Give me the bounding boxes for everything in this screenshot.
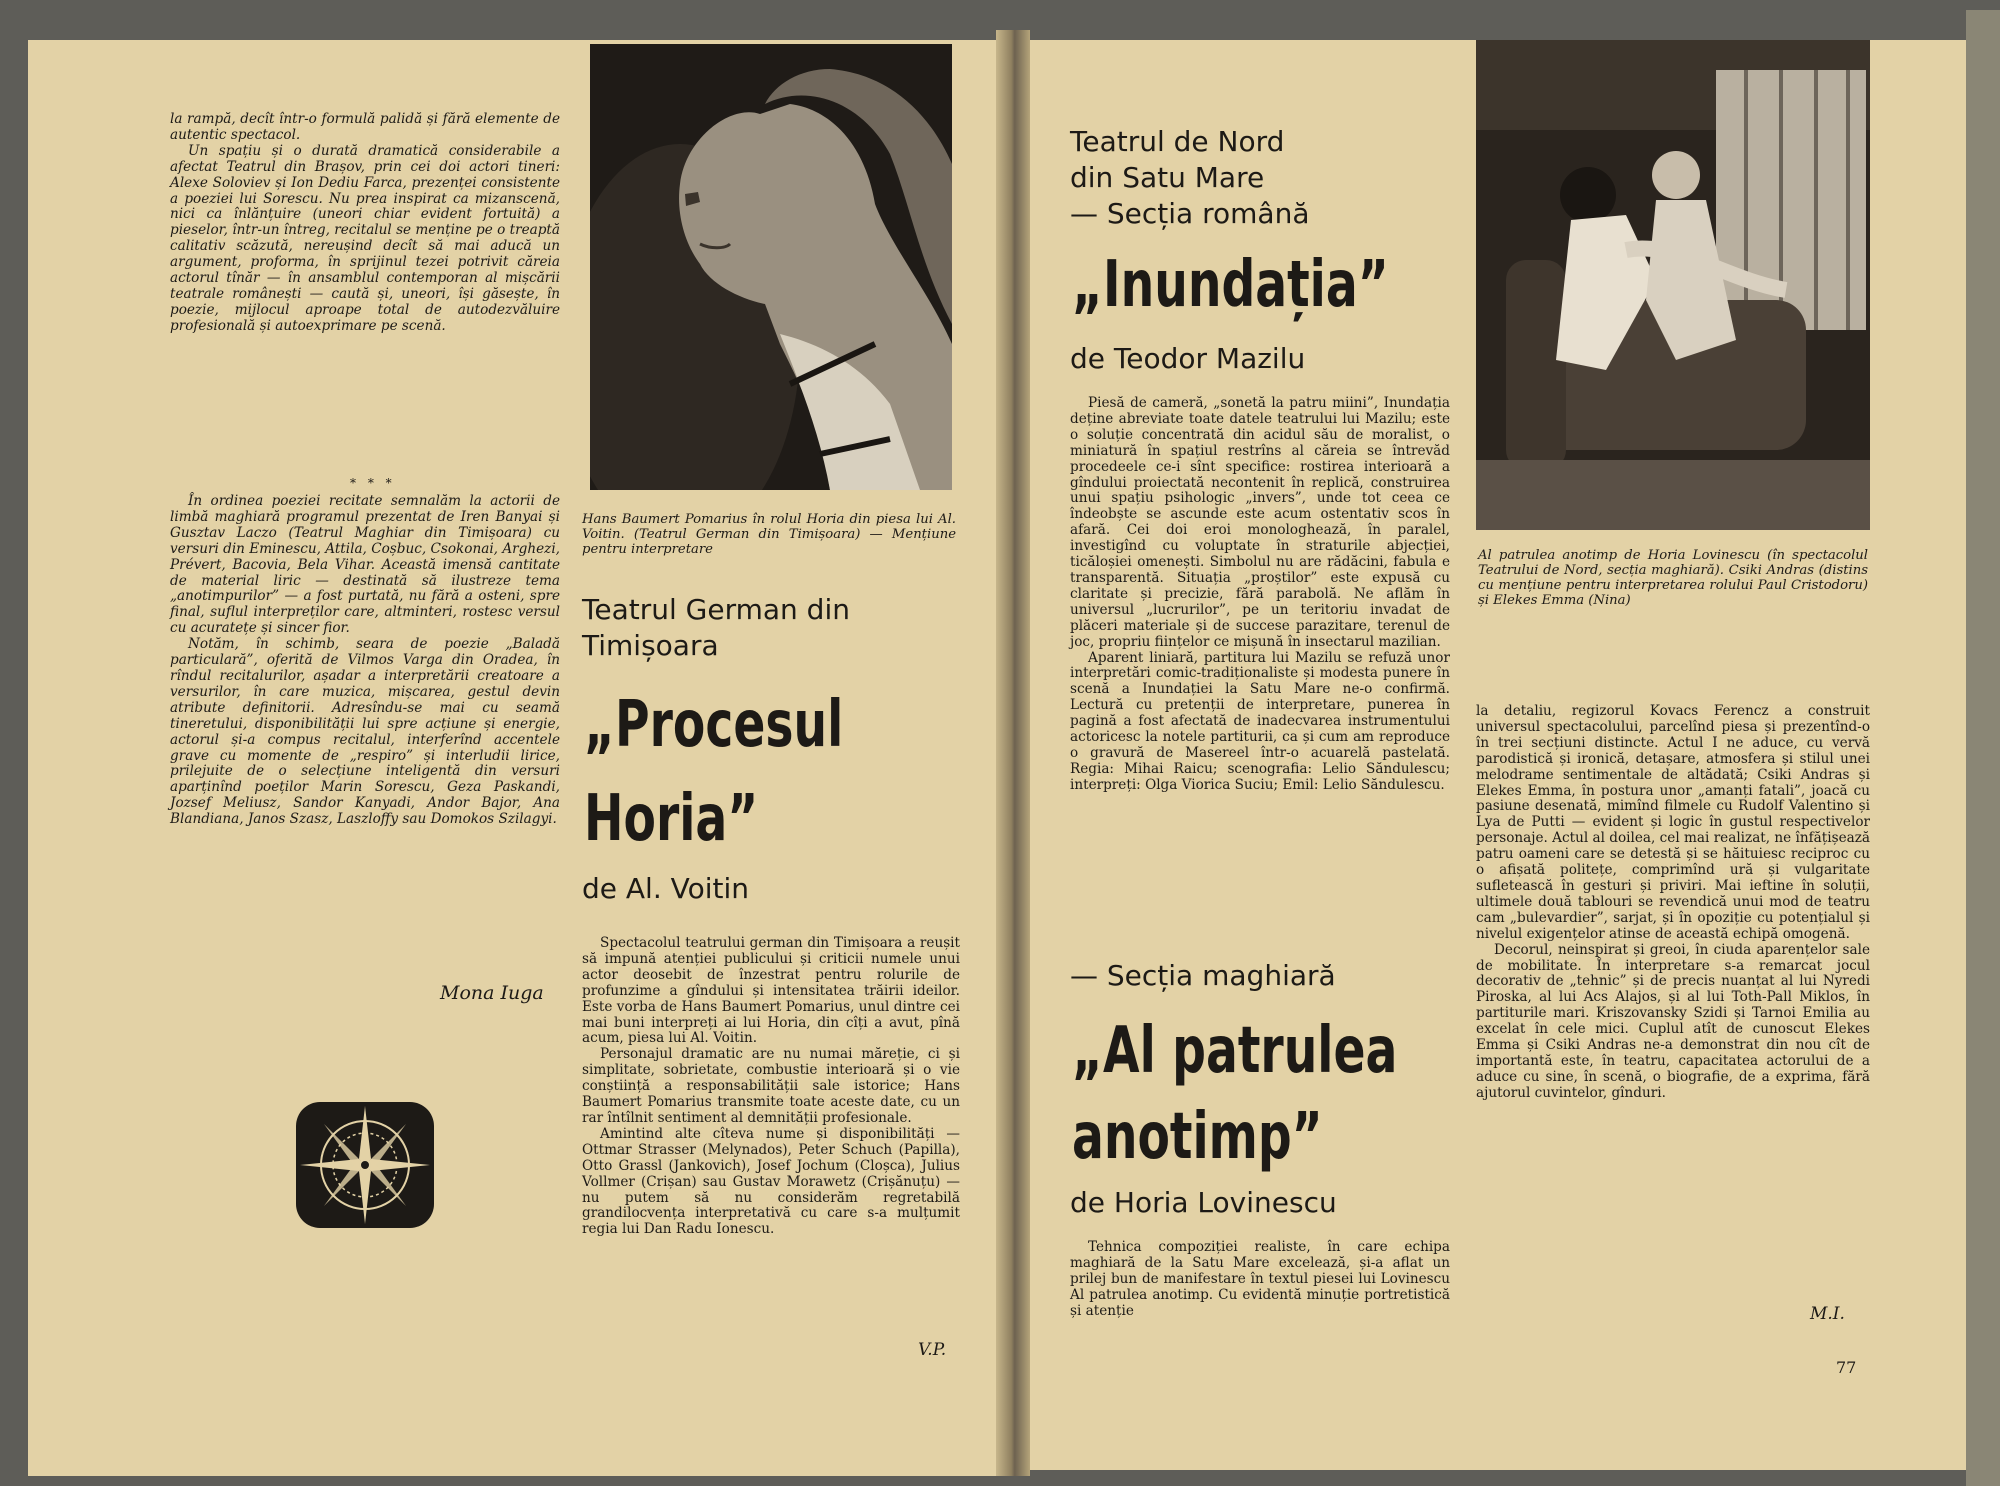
signature-mi: M.I. (1810, 1304, 1845, 1324)
review-al-patrulea-anotimp-start (1070, 1240, 1450, 1320)
signature-vp: V.P. (918, 1340, 947, 1360)
play-title-al-patrulea-line2: anotimp” (1072, 1100, 1323, 1174)
review-al-patrulea-anotimp-continued (1476, 704, 1870, 1102)
review-column-poetry (170, 494, 560, 828)
photo-hans-baumert-pomarius (590, 44, 952, 490)
play-title-line2: Horia” (584, 782, 759, 856)
play-title-al-patrulea-line1: „Al patrulea (1072, 1014, 1398, 1088)
play-author: de Al. Voitin (582, 872, 750, 905)
section-separator: * * * (350, 476, 396, 490)
section-heading-german-theatre: Teatrul German din Timișoara (582, 593, 850, 662)
book-spine (996, 30, 1030, 1476)
paragraph: Notăm, în schimb, seara de poezie „Baladă particulară”, oferită de Vilmos Varga din Oradea, în rîndul recitalurilor, așadar a interpretării creatoare a versurilor, în care muzica, mișcarea, gestul devin atribute definitorii. Adresîndu-se mai cu seamă tineretului, disponibilității lui spre acțiune și energie, actorul și-a compus recitalul, interferînd accentele grave cu momente de „respiro” și interludii lirice, prilejuite de o selecțiune inteligentă din versuri aparținînd poeților Marin Sorescu, Geza Paskandi, Jozsef Meliusz, Sandor Kanyadi, Andor Bajor, Ana Blandiana, Janos Szasz, Laszloffy sau Domokos Szilagyi. (170, 636, 560, 828)
paragraph: În ordinea poeziei recitate semnalăm la actorii de limbă maghiară programul prezentat de Iren Banyai și Gusztav Laczo (Teatrul Maghiar din Timișoara) cu versuri din Eminescu, Attila, Coșbuc, Csokonai, Arghezi, Prévert, Bacovia, Bela Vihar. Această imensă cantitate de material liric — destinată să ilustreze tema „anotimpurilor” — a fost purtată, nu fără a osteni, spre final, suflul interpreților care, altminteri, rostesc versul cu acuratețe și sincer fior. (170, 493, 560, 637)
heading-line: din Satu Mare (1070, 161, 1265, 194)
paragraph: Aparent liniară, partitura lui Mazilu se refuză unor interpretări comic-tradiționaliste și modesta punere în scenă a Inundației la Satu Mare ne-o confirmă. Lectură cu pretenții de interpretare, punerea în pagină a fost afectată de inadecvarea instrumentului actoricesc la notele partiturii, ca și cum am reproduce o gravură de Masereel într-o acuarelă pastelată. Regia: Mihai Raicu; scenografia: Lelio Săndulescu; interpreți: Olga Viorica Suciu; Emil: Lelio Săndulescu. (1070, 649, 1450, 793)
review-inundatia (1070, 396, 1450, 794)
paragraph: Spectacolul teatrului german din Timișoara a reușit să impună atenției publicului și criticii numele unui actor deosebit de înzestrat pentru rolurile de profunzime a gîndului și intensitatea trăirii ideilor. Este vorba de Hans Baumert Pomarius, unul dintre cei mai buni interpreți ai lui Horia, din cîți a avut, pînă acum, piesa lui Al. Voitin. (582, 935, 960, 1047)
stage-scene (1476, 40, 1870, 530)
paragraph: la detaliu, regizorul Kovacs Ferencz a construit universul spectacolului, parcelînd piesa și prezentînd-o în trei secțiuni distincte. Actul I ne aduce, cu vervă parodistică și ironică, detașare, atmosfera și stilul unei melodrame sentimentale de altădată; Csiki Andras și Elekes Emma, în postura unor „amanți fatali”, joacă cu pasiune desenată, mimînd filmele cu Rudolf Valentino și Lya de Putti — evident și logic în gustul respectivelor personaje. Actul al doilea, cel mai realizat, ne înfățișează patru oameni care se detestă și se hăituiesc reciproc cu o afișată politețe, comprimînd ură și vulgaritate sufletească în gesturi și priviri. Mai ieftine în soluții, ultimele două tablouri se revendică unui mod de teatru cam „bulevardier”, sarjat, și în opoziție cu potențialul și nivelul exigențelor atinse de această echipă omogenă. (1476, 703, 1870, 942)
page-number: 77 (1836, 1358, 1857, 1377)
paragraph: Decorul, neinspirat și greoi, în ciuda aparențelor sale de mobilitate. În interpretare s-a remarcat jocul decorativ de „tehnic” și de precis nuanțat al lui Nyredi Piroska, al lui Acs Alajos, și al lui Toth-Pall Miklos, în partiturile mari. Kriszovansky Szidi și Tarnoi Emilia au excelat în cele mici. Cuplul atît de cunoscut Elekes Emma și Csiki Andras ne-a demonstrat din nou cît de importantă este, în teatru, capacitatea actorului de a aduce cu sine, în scenă, o biografie, de a exprima, fără ajutorul cuvintelor, gînduri. (1476, 941, 1870, 1101)
play-author-mazilu: de Teodor Mazilu (1070, 342, 1306, 375)
paragraph: Un spațiu și o durată dramatică considerabile a afectat Teatrul din Brașov, prin cei doi actori tineri: Alexe Soloviev și Ion Dediu Farca, prezenței consistente a poeziei lui Sorescu. Nu prea inspirat ca mizanscenă, nici ca înlănțuire (uneori chiar evident fortuită) a pieselor, într-un întreg, recitalul se menține pe o treaptă calitativ scăzută, nereușind decît să mai aducă un argument, proforma, în sprijinul tezei potrivit căreia actorul tînăr — în ansamblul contemporan al mișcării teatrale românești — caută și, uneori, își găsește, în poezie, mijlocul aproape total de autodezvăluire profesională și autoexprimare pe scenă. (170, 142, 560, 334)
paragraph: Personajul dramatic are nu numai măreție, ci și simplitate, sobrietate, combustie interioară și o vie conștiință a responsabilității sale istorice; Hans Baumert Pomarius transmite toate aceste date, cu un rar întîlnit sentiment al demnității profesionale. (582, 1046, 960, 1126)
paragraph: Amintind alte cîteva nume și disponibilități — Ottmar Strasser (Melynados), Peter Schuch (Papilla), Otto Grassl (Jankovich), Josef Jochum (Cloșca), Julius Vollmer (Crișan) sau Gustav Morawetz (Crișănuțu) — nu putem să nu considerăm regretabilă grandilocvența interpretativă cu care s-a mulțumit regia lui Dan Radu Ionescu. (582, 1125, 960, 1238)
heading-line: — Secția română (1070, 197, 1310, 230)
review-column-continued (170, 112, 560, 335)
heading-line: Teatrul de Nord (1070, 125, 1285, 158)
paragraph: Tehnica compoziției realiste, în care echipa maghiară de la Satu Mare excelează, și-a aflat un prilej bun de manifestare în textul piesei lui Lovinescu Al patrulea anotimp. Cu evidentă minuție portretistică și atenție (1070, 1239, 1450, 1319)
photo-al-patrulea-anotimp (1476, 40, 1870, 530)
section-heading-north-theatre (1070, 124, 1450, 232)
compass-rose-icon (292, 1098, 438, 1232)
play-title-line1: „Procesul (584, 688, 844, 762)
play-title-inundatia: „Inundația” (1072, 248, 1389, 322)
column-opening-text: la rampă, decît într-o formulă palidă și fără elemente de autentic spectacol. (170, 111, 560, 143)
paragraph: Piesă de cameră, „sonetă la patru miini”, Inundația deține abreviate toate datele teatrului lui Mazilu; este o soluție concentrată din acidul său de moralist, o miniatură în spațiul restrîns al căreia se întrevăd procedeele ce-i sînt specifice: rostirea interioară a gîndului proiectată necontenit în replică, construirea unui spațiu psihologic „invers”, unde tot ceea ce îndeobște se ascunde este acum ostentativ scos în afară. Cei doi eroi monologhează, în paralel, investigînd cu voluptate în straturile abjecției, ticăloșiei omenești. Simbolul nu are rădăcini, fabula e transparentă. Situația „proștilor” este expusă cu claritate și precizie, fără parabolă. Ne aflăm în universul „lucrurilor”, pe un teritoriu invadat de plăceri materiale și de succese parazitare, terenul de joc, propriu ființelor ce mișună în insectarul mazilian. (1070, 395, 1450, 650)
portrait-figure (590, 44, 952, 490)
photo-caption-al-patrulea: Al patrulea anotimp de Horia Lovinescu (în spectacolul Teatrului de Nord, secția maghiară). Csiki Andras (distins cu mențiune pentru interpretarea rolului Paul Cristodoru) și Elekes Emma (Nina) (1478, 548, 1868, 608)
book-cover-edge (1966, 10, 2000, 1486)
signature-mona-iuga: Mona Iuga (440, 982, 544, 1004)
play-author-lovinescu: de Horia Lovinescu (1070, 1186, 1337, 1219)
subsection-heading-hungarian: — Secția maghiară (1070, 959, 1336, 992)
review-procesul-horia (582, 936, 960, 1238)
photo-caption-horia: Hans Baumert Pomarius în rolul Horia din piesa lui Al. Voitin. (Teatrul German din Timișoara) — Mențiune pentru interpretare (582, 512, 956, 557)
